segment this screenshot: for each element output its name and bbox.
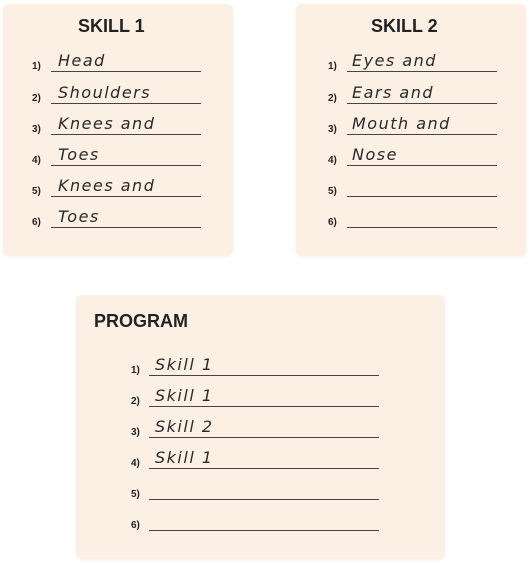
handwritten-entry: Head <box>58 51 106 70</box>
row-number: 6) <box>131 520 140 531</box>
skill-1-row-3 <box>32 111 204 135</box>
row-number: 2) <box>328 93 337 104</box>
entry-line[interactable] <box>347 71 497 72</box>
skill-2-title: SKILL 2 <box>371 16 438 36</box>
row-number: 4) <box>32 155 41 166</box>
skill-1-row-5 <box>32 173 204 197</box>
entry-line[interactable] <box>347 196 497 197</box>
handwritten-entry: Knees and <box>58 176 156 195</box>
program-row-2 <box>131 383 381 407</box>
entry-line[interactable] <box>51 103 201 104</box>
program-card <box>76 295 445 559</box>
handwritten-entry: Knees and <box>58 114 156 133</box>
skill-2-row-5 <box>328 173 500 197</box>
entry-line[interactable] <box>149 375 379 376</box>
row-number: 5) <box>328 186 337 197</box>
program-row-6 <box>131 507 381 531</box>
skill-2-row-2 <box>328 80 500 104</box>
entry-line[interactable] <box>149 468 379 469</box>
handwritten-entry: Skill 1 <box>155 448 214 467</box>
program-row-1 <box>131 352 381 376</box>
entry-line[interactable] <box>347 227 497 228</box>
row-number: 1) <box>32 61 41 72</box>
row-number: 1) <box>131 365 140 376</box>
skill-1-row-1 <box>32 48 204 72</box>
entry-line[interactable] <box>347 103 497 104</box>
row-number: 5) <box>131 489 140 500</box>
row-number: 6) <box>328 217 337 228</box>
handwritten-entry: Skill 2 <box>155 417 214 436</box>
entry-line[interactable] <box>51 134 201 135</box>
entry-line[interactable] <box>149 530 379 531</box>
handwritten-entry: Ears and <box>352 83 435 102</box>
program-row-3 <box>131 414 381 438</box>
handwritten-entry: Eyes and <box>352 51 437 70</box>
entry-line[interactable] <box>149 499 379 500</box>
entry-line[interactable] <box>149 406 379 407</box>
entry-line[interactable] <box>51 165 201 166</box>
handwritten-entry: Shoulders <box>58 83 152 102</box>
row-number: 3) <box>131 427 140 438</box>
row-number: 6) <box>32 217 41 228</box>
handwritten-entry: Toes <box>58 145 100 164</box>
skill-2-row-1 <box>328 48 500 72</box>
row-number: 2) <box>131 396 140 407</box>
skill-2-row-3 <box>328 111 500 135</box>
program-title: PROGRAM <box>94 311 188 331</box>
entry-line[interactable] <box>51 71 201 72</box>
skill-1-row-4 <box>32 142 204 166</box>
skill-2-row-6 <box>328 204 500 228</box>
row-number: 5) <box>32 186 41 197</box>
handwritten-entry: Skill 1 <box>155 355 214 374</box>
handwritten-entry: Mouth and <box>352 114 451 133</box>
program-row-4 <box>131 445 381 469</box>
entry-line[interactable] <box>51 227 201 228</box>
skill-2-row-4 <box>328 142 500 166</box>
entry-line[interactable] <box>51 196 201 197</box>
handwritten-entry: Toes <box>58 207 100 226</box>
skill-1-title: SKILL 1 <box>78 16 145 36</box>
row-number: 4) <box>328 155 337 166</box>
row-number: 2) <box>32 93 41 104</box>
skill-1-row-2 <box>32 80 204 104</box>
entry-line[interactable] <box>347 165 497 166</box>
skill-1-card <box>3 4 233 256</box>
handwritten-entry: Skill 1 <box>155 386 214 405</box>
handwritten-entry: Nose <box>352 145 398 164</box>
program-row-5 <box>131 476 381 500</box>
entry-line[interactable] <box>149 437 379 438</box>
row-number: 1) <box>328 61 337 72</box>
entry-line[interactable] <box>347 134 497 135</box>
row-number: 3) <box>328 124 337 135</box>
skill-1-row-6 <box>32 204 204 228</box>
skill-2-card <box>296 4 526 256</box>
row-number: 3) <box>32 124 41 135</box>
row-number: 4) <box>131 458 140 469</box>
